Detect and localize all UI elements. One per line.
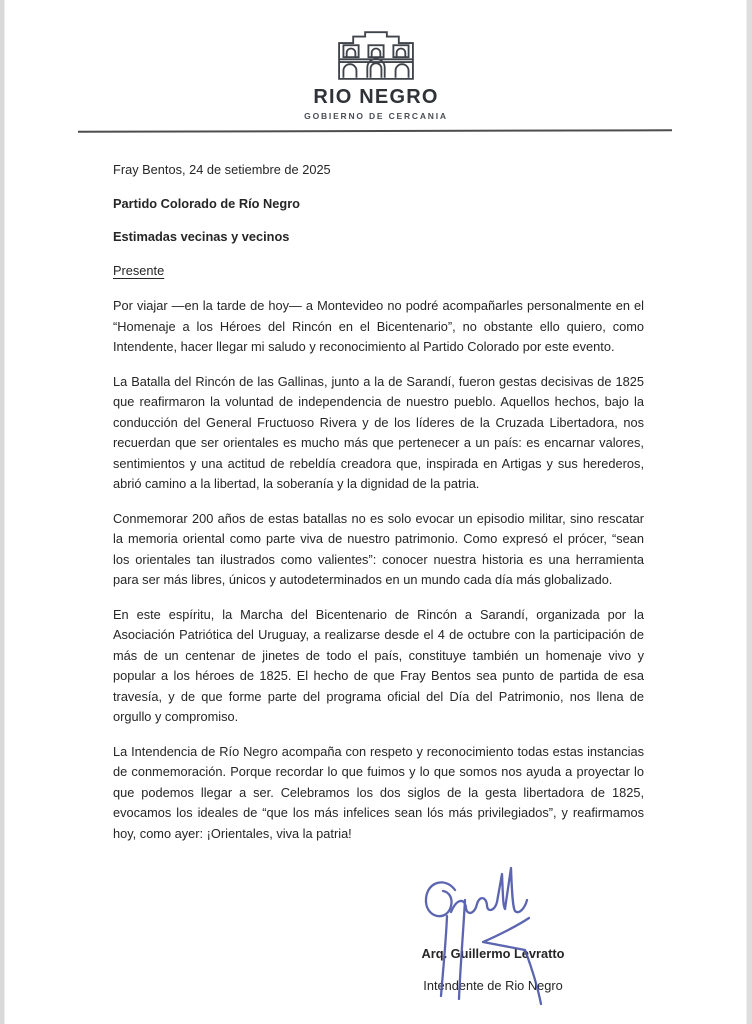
paragraph-1: Por viajar —en la tarde de hoy— a Montevideo no podré acompañarles personalmente en el “Homenaje a los Héroes del Rincón en el Bicentenario”, no obstante ello quiero, como Intendente, hacer llegar mi saludo y reconocimiento al Partido Colorado por este evento. <box>113 298 644 354</box>
paragraph-2: La Batalla del Rincón de las Gallinas, junto a la de Sarandí, fueron gestas decisivas de 1825 que reafirmaron la voluntad de independencia de nuestro pueblo. Aquellos hechos, bajo la conducción del General Fructuoso Rivera y de los líderes de la Cruzada Libertadora, nos recuerdan que ser orientales es mucho más que pertenecer a un país: es encarnar valores, sentimientos y una actitud de rebeldía creadora que, inspirada en Artigas y sus herederos, abrió camino a la libertad, la soberanía y la dignidad de la patria. <box>113 373 644 491</box>
org-tagline: GOBIERNO DE CERCANIA <box>304 111 448 121</box>
scan-edge-right <box>746 0 752 1024</box>
date-line: Fray Bentos, 24 de setiembre de 2025 <box>113 162 331 177</box>
signatory-name: Arq. Guillermo Levratto <box>421 946 565 961</box>
scan-edge-left <box>0 0 5 1024</box>
signature-block <box>413 858 593 1010</box>
paragraph-3: Conmemorar 200 años de estas batallas no es solo evocar un episodio militar, sino rescatar la memoria oriental como parte viva de nuestro patrimonio. Como expresó el prócer, “sean los orientales tan ilustrados como valientes”: conocer nuestra historia es una herramienta para ser más libres, únicos y autodeterminados en un mundo cada día más globalizado. <box>113 510 644 587</box>
org-name: RIO NEGRO <box>313 86 439 108</box>
letterhead-divider <box>78 129 672 133</box>
letterhead <box>0 30 752 121</box>
salutation: Estimadas vecinas y vecinos <box>113 229 290 244</box>
paragraph-4: En este espíritu, la Marcha del Bicentenario de Rincón a Sarandí, organizada por la Asociación Patriótica del Uruguay, a realizarse desde el 4 de octubre con la participación de más de un centenar de jinetes de todo el país, constituye también un homenaje vivo y popular a los héroes de 1825. El hecho de que Fray Bentos sea punto de partida de esa travesía, y de que forme parte del programa oficial del Día del Patrimonio, nos llena de orgullo y compromiso. <box>113 606 644 724</box>
recipient: Partido Colorado de Río Negro <box>113 195 300 211</box>
presente-line: Presente <box>113 262 165 278</box>
government-building-icon <box>338 30 414 80</box>
letter-body <box>113 160 644 1010</box>
paragraph-5: La Intendencia de Río Negro acompaña con respeto y reconocimiento todas estas instancias de conmemoración. Porque recordar lo que fuimos y lo que somos nos ayuda a proyectar lo que podemos llegar a ser. Celebramos los dos siglos de la gesta libertadora de 1825, evocamos los ideales de “que los más infelices sean lós más privilegiados”, y reafirmamos hoy, como ayer: ¡Orientales, viva la patria! <box>113 743 644 841</box>
signatory-title: Intendente de Rio Negro <box>423 978 563 993</box>
